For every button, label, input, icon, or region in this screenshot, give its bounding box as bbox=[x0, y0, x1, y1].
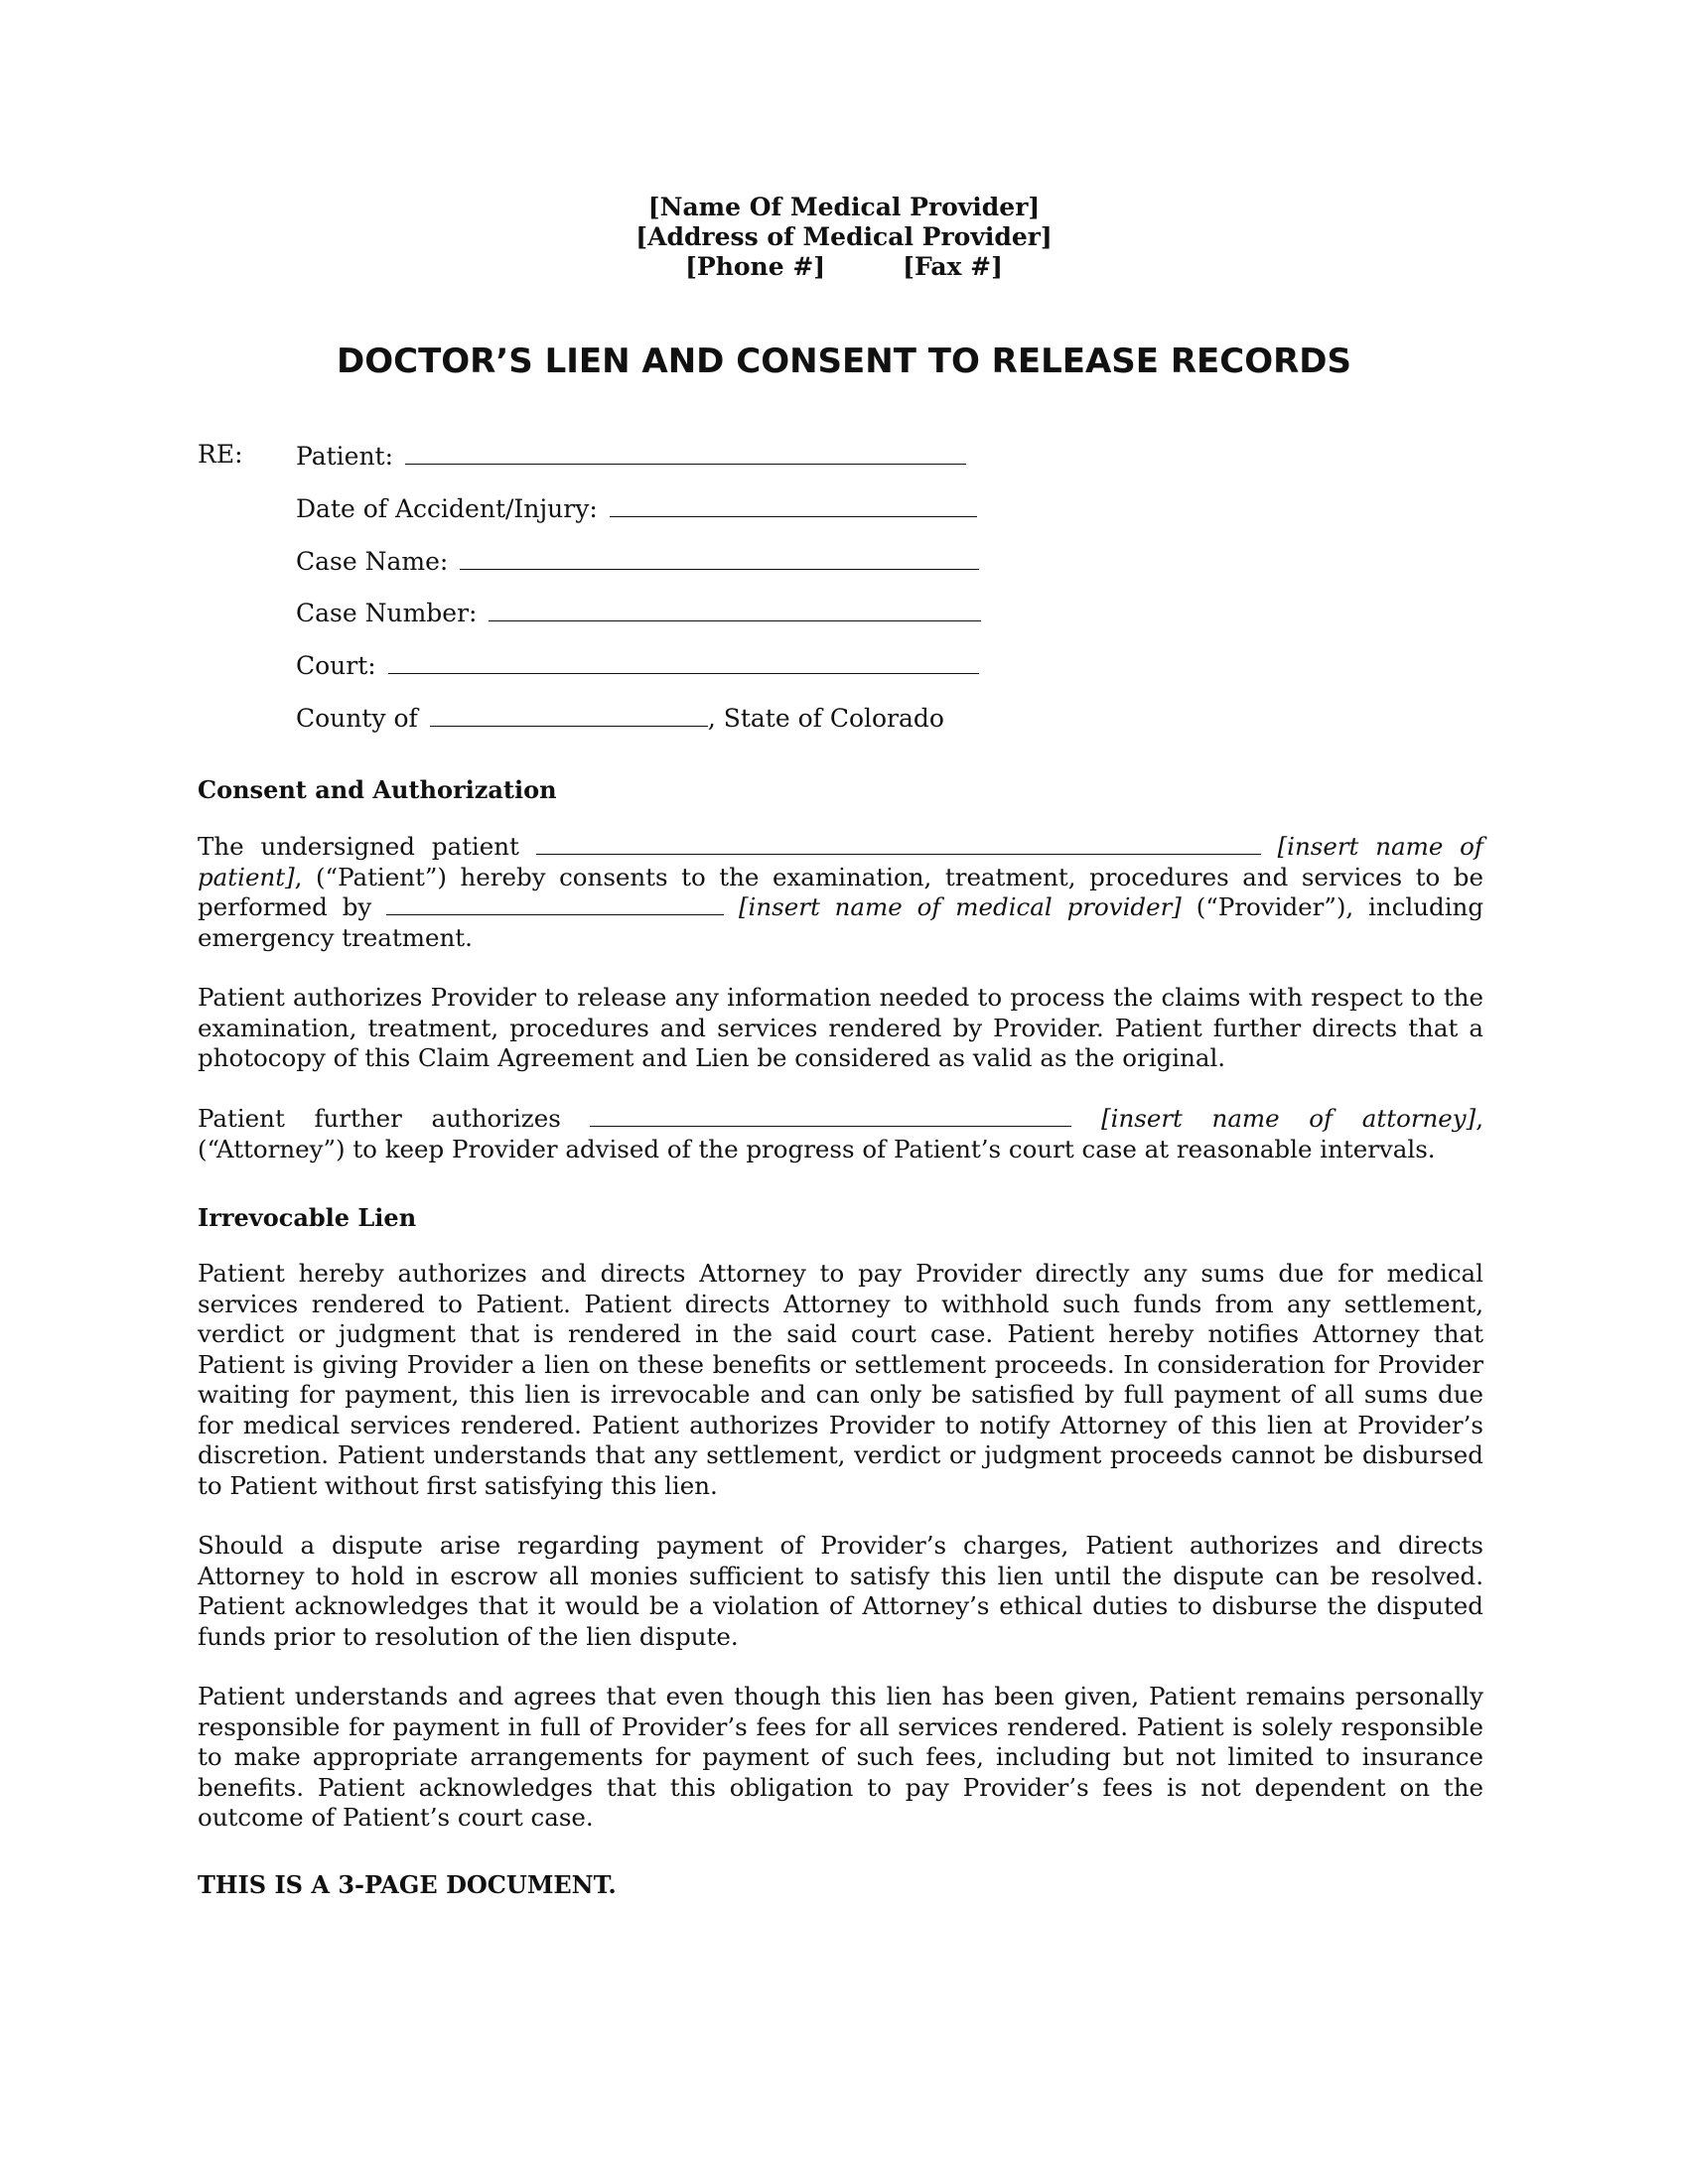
patient-label: Patient: bbox=[296, 442, 394, 471]
patient-name-blank[interactable] bbox=[536, 832, 1261, 855]
date-of-accident-blank[interactable] bbox=[610, 492, 977, 517]
county-state: , State of Colorado bbox=[707, 704, 944, 733]
insert-patient-name-note: [insert name of patient] bbox=[198, 832, 1483, 891]
court-label: Court: bbox=[296, 651, 376, 680]
page-count-notice: THIS IS A 3-PAGE DOCUMENT. bbox=[198, 1870, 617, 1899]
attorney-name-blank[interactable] bbox=[590, 1104, 1071, 1127]
consent-p1-text-b: , (“Patient”) hereby consents to the examination, treatment, procedures and services to be performed by bbox=[198, 862, 1483, 921]
lien-paragraph-2: Should a dispute arise regarding payment of Provider’s charges, Patient authorizes and directs Attorney to hold in escrow all monies sufficient to satisfy this lien until the dispute can be resolved. Patient acknowledges that it would be a violation of Attorney’s ethical duties to disburse the disputed funds prior to resolution of the lien dispute. bbox=[198, 1531, 1483, 1651]
provider-address: [Address of Medical Provider] bbox=[635, 222, 1053, 251]
date-of-accident-field bbox=[296, 492, 977, 523]
case-name-field bbox=[296, 545, 979, 576]
lien-paragraph-3: Patient understands and agrees that even though this lien has been given, Patient remains personally responsible for payment in full of Provider’s fees for all services rendered. Patient is solely responsible to make appropriate arrangements for payment of such fees, including but not limited to insurance benefits. Patient acknowledges that this obligation to pay Provider’s fees is not dependent on the outcome of Patient’s court case. bbox=[198, 1682, 1483, 1832]
case-number-field bbox=[296, 597, 981, 627]
provider-header bbox=[0, 193, 1688, 282]
patient-field bbox=[296, 440, 966, 471]
document-title: DOCTOR’S LIEN AND CONSENT TO RELEASE RECORDS bbox=[336, 341, 1351, 381]
insert-provider-name-note: [insert name of medical provider] bbox=[738, 892, 1182, 921]
consent-p3-text-a: Patient further authorizes bbox=[198, 1104, 561, 1133]
consent-paragraph-1 bbox=[198, 832, 1483, 953]
provider-fax: [Fax #] bbox=[903, 252, 1003, 281]
consent-p3-text-b: , (“Attorney”) to keep Provider advised of the progress of Patient’s court case at reasonable intervals. bbox=[198, 1104, 1483, 1163]
case-number-label: Case Number: bbox=[296, 599, 478, 627]
consent-p1-text-c: (“Provider”), including emergency treatment. bbox=[198, 892, 1484, 952]
consent-heading: Consent and Authorization bbox=[198, 775, 557, 804]
consent-p1-text-a: The undersigned patient bbox=[198, 832, 519, 861]
patient-blank[interactable] bbox=[405, 440, 966, 465]
case-number-blank[interactable] bbox=[489, 597, 981, 621]
case-name-label: Case Name: bbox=[296, 547, 449, 576]
county-label: County of bbox=[296, 704, 418, 733]
lien-heading: Irrevocable Lien bbox=[198, 1203, 417, 1232]
provider-name-blank[interactable] bbox=[386, 892, 724, 915]
provider-phone: [Phone #] bbox=[685, 252, 826, 281]
provider-name: [Name Of Medical Provider] bbox=[647, 193, 1041, 221]
re-label: RE: bbox=[198, 440, 243, 469]
county-field bbox=[296, 702, 944, 733]
court-field bbox=[296, 649, 979, 680]
county-blank[interactable] bbox=[430, 702, 708, 727]
provider-contact bbox=[0, 252, 1688, 282]
court-blank[interactable] bbox=[388, 649, 979, 674]
date-of-accident-label: Date of Accident/Injury: bbox=[296, 494, 598, 523]
consent-paragraph-2: Patient authorizes Provider to release any information needed to process the claims with respect to the examination, treatment, procedures and services rendered by Provider. Patient further directs that a photocopy of this Claim Agreement and Lien be considered as valid as the original. bbox=[198, 983, 1483, 1072]
consent-paragraph-3 bbox=[198, 1104, 1483, 1164]
lien-paragraph-1: Patient hereby authorizes and directs Attorney to pay Provider directly any sums due for medical services rendered to Patient. Patient directs Attorney to withhold such funds from any settlement, verdict or judgment that is rendered in the said court case. Patient hereby notifies Attorney that Patient is giving Provider a lien on these benefits or settlement proceeds. In consideration for Provider waiting for payment, this lien is irrevocable and can only be satisfied by full payment of all sums due for medical services rendered. Patient authorizes Provider to notify Attorney of this lien at Provider’s discretion. Patient understands that any settlement, verdict or judgment proceeds cannot be disbursed to Patient without first satisfying this lien. bbox=[198, 1259, 1483, 1500]
case-name-blank[interactable] bbox=[460, 545, 979, 570]
insert-attorney-name-note: [insert name of attorney] bbox=[1101, 1104, 1477, 1133]
